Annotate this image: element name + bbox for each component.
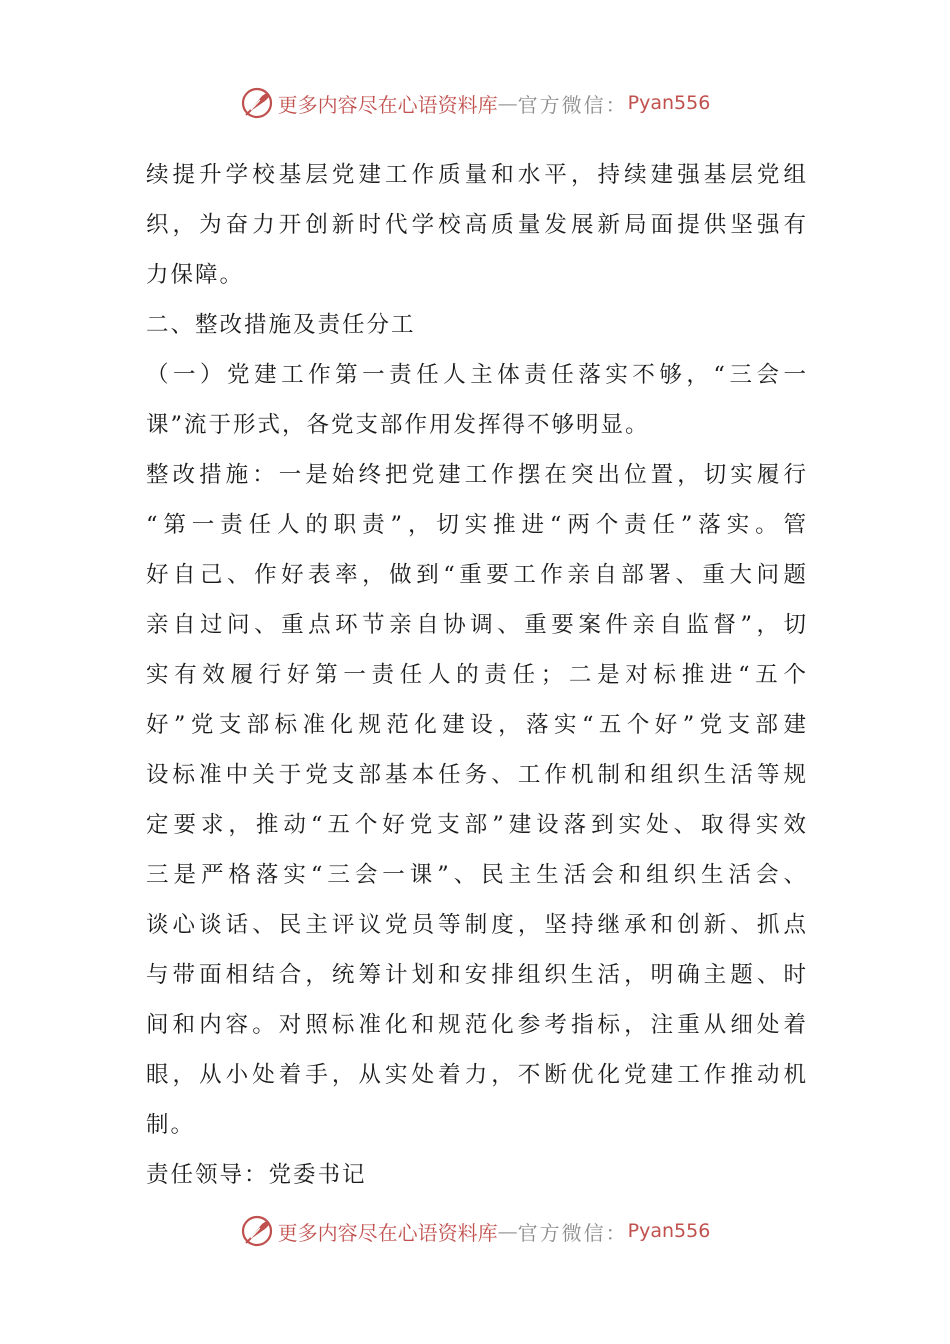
- text-line: 制。: [146, 1112, 196, 1138]
- text-line: 力保障。: [146, 262, 245, 288]
- banner-site-name: 更多内容尽在心语资料库: [277, 1220, 498, 1245]
- text-line: 三是严格落实“三会一课”、民主生活会和组织生活会、: [146, 862, 806, 888]
- text-line: 眼，从小处着手，从实处着力，不断优化党建工作推动机: [146, 1062, 806, 1088]
- text-line: 责任领导：党委书记: [146, 1162, 367, 1188]
- quill-logo-icon: [240, 86, 274, 120]
- text-line: 实有效履行好第一责任人的责任；二是对标推进“五个: [146, 662, 806, 688]
- text-line: 整改措施：一是始终把党建工作摆在突出位置，切实履行: [146, 462, 806, 488]
- text-line: 好自己、作好表率，做到“重要工作亲自部署、重大问题: [146, 562, 806, 588]
- banner-wechat-id: Pyan556: [627, 92, 711, 114]
- text-line: 好”党支部标准化规范化建设，落实“五个好”党支部建: [146, 712, 806, 738]
- banner-dash: —: [497, 91, 518, 115]
- footer-banner: [0, 1211, 950, 1251]
- banner-wechat-id: Pyan556: [627, 1220, 711, 1242]
- banner-dash: —: [497, 1219, 518, 1243]
- text-line: 织，为奋力开创新时代学校高质量发展新局面提供坚强有: [146, 212, 806, 238]
- banner-site-name: 更多内容尽在心语资料库: [277, 92, 498, 117]
- text-line: 二、整改措施及责任分工: [146, 312, 416, 338]
- text-line: 课”流于形式，各党支部作用发挥得不够明显。: [146, 412, 650, 438]
- text-line: 定要求，推动“五个好党支部”建设落到实处、取得实效: [146, 812, 806, 838]
- header-banner: [0, 83, 950, 123]
- banner-wechat-label: 官方微信：: [517, 92, 628, 117]
- text-line: 设标准中关于党支部基本任务、工作机制和组织生活等规: [146, 762, 806, 788]
- text-line: 亲自过问、重点环节亲自协调、重要案件亲自监督”，切: [146, 612, 806, 638]
- text-line: 与带面相结合，统筹计划和安排组织生活，明确主题、时: [146, 962, 806, 988]
- text-line: （一）党建工作第一责任人主体责任落实不够，“三会一: [146, 362, 806, 388]
- text-line: “第一责任人的职责”，切实推进“两个责任”落实。管: [146, 512, 806, 538]
- text-line: 间和内容。对照标准化和规范化参考指标，注重从细处着: [146, 1012, 806, 1038]
- text-line: 续提升学校基层党建工作质量和水平，持续建强基层党组: [146, 162, 806, 188]
- banner-wechat-label: 官方微信：: [517, 1220, 628, 1245]
- quill-logo-icon: [240, 1214, 274, 1248]
- document-body: [146, 150, 806, 1200]
- text-line: 谈心谈话、民主评议党员等制度，坚持继承和创新、抓点: [146, 912, 806, 938]
